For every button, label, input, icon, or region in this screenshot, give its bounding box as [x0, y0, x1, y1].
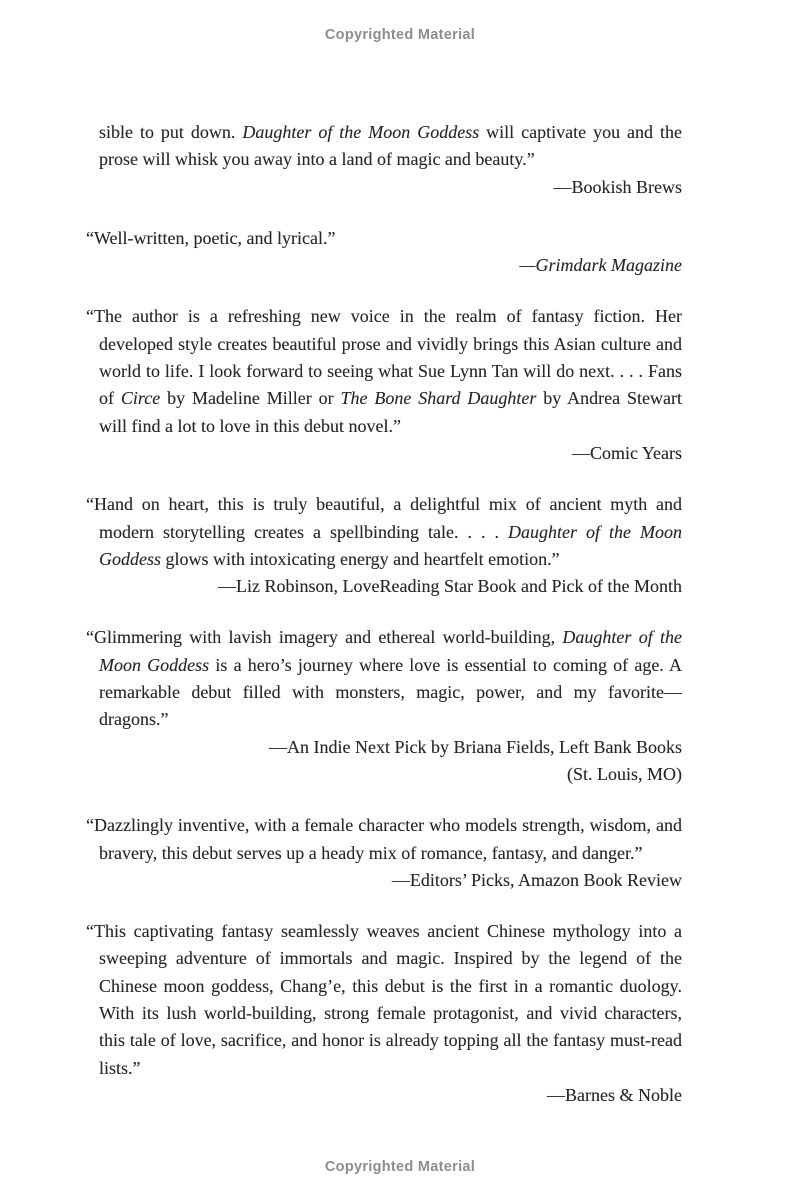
quote-text: [86, 491, 682, 573]
quote-text-run: glows with intoxicating energy and heartfelt emotion.”: [161, 548, 560, 569]
quote-text-run: “Well-written, poetic, and lyrical.”: [86, 227, 336, 248]
quote-block: [86, 918, 682, 1109]
quote-text: [86, 303, 682, 439]
copyright-notice-bottom: Copyrighted Material: [324, 1159, 476, 1175]
quote-text: [86, 918, 682, 1082]
book-title-italic: Daughter of the Moon Goddess: [99, 521, 682, 569]
quote-text: [86, 812, 682, 867]
quote-block: [86, 491, 682, 600]
quote-block: [86, 303, 682, 467]
book-title-italic: The Bone Shard Daughter: [340, 388, 537, 409]
quote-text: [86, 225, 682, 252]
quote-block: [86, 812, 682, 894]
copyright-notice-top: Copyrighted Material: [324, 27, 476, 43]
quote-text-run: by Madeline Miller or: [160, 388, 341, 409]
quote-attribution: (St. Louis, MO): [566, 763, 682, 784]
praise-quotes-section: [86, 119, 682, 1133]
quote-attribution: —Liz Robinson, LoveReading Star Book and Pick of the Month: [218, 576, 682, 597]
quote-text-run: “This captivating fantasy seamlessly weaves ancient Chinese mythology into a sweeping adventure of immortals and magic. Inspired by the legend of the Chinese moon goddess, Chang’e, this debut is the first in a romantic duology. With its lush world-building, strong female protagonist, and vivid characters, this tale of love, sacrifice, and honor is already topping all the fantasy must-read lists.”: [86, 921, 682, 1078]
quote-attribution: —Editors’ Picks, Amazon Book Review: [391, 869, 682, 890]
quote-text-run: “Dazzlingly inventive, with a female character who models strength, wisdom, and bravery, this debut serves up a heady mix of romance, fantasy, and danger.”: [86, 815, 682, 863]
quote-block: [86, 624, 682, 788]
quote-block: [86, 119, 682, 201]
quote-text-run: sible to put down.: [99, 122, 243, 142]
quote-text-run: “Glimmering with lavish imagery and ethereal world-building,: [86, 627, 563, 648]
quote-attribution: —An Indie Next Pick by Briana Fields, Left Bank Books: [269, 736, 682, 757]
quote-text-run: will captivate you and the prose will whisk you away into a land of magic and beauty.”: [99, 122, 682, 170]
book-title-italic: Daughter of the Moon Goddess: [99, 627, 682, 675]
book-title-italic: Daughter of the Moon Goddess: [242, 122, 480, 142]
quote-text-run: is a hero’s journey where love is essential to coming of age. A remarkable debut filled with monsters, magic, power, and my favorite—dragons.”: [99, 654, 682, 730]
quote-text-run: “Hand on heart, this is truly beautiful, a delightful mix of ancient myth and modern storytelling creates a spellbinding tale. . . .: [86, 494, 682, 542]
quote-attribution: —Barnes & Noble: [547, 1084, 682, 1105]
quote-text: [86, 119, 682, 174]
quote-text-run: by Andrea Stewart will find a lot to love in this debut novel.”: [99, 388, 682, 436]
quote-block: [86, 225, 682, 280]
quote-attribution: —Comic Years: [571, 442, 682, 463]
book-title-italic: Circe: [120, 388, 161, 409]
quote-attribution: —Bookish Brews: [553, 176, 682, 197]
quote-attribution: —Grimdark Magazine: [519, 255, 682, 276]
quote-text: [86, 624, 682, 733]
quote-text-run: “The author is a refreshing new voice in the realm of fantasy fiction. Her developed style creates beautiful prose and vividly brings this Asian culture and world to life. I look forward to seeing what Sue Lynn Tan will do next. . . . Fans of: [86, 306, 682, 409]
